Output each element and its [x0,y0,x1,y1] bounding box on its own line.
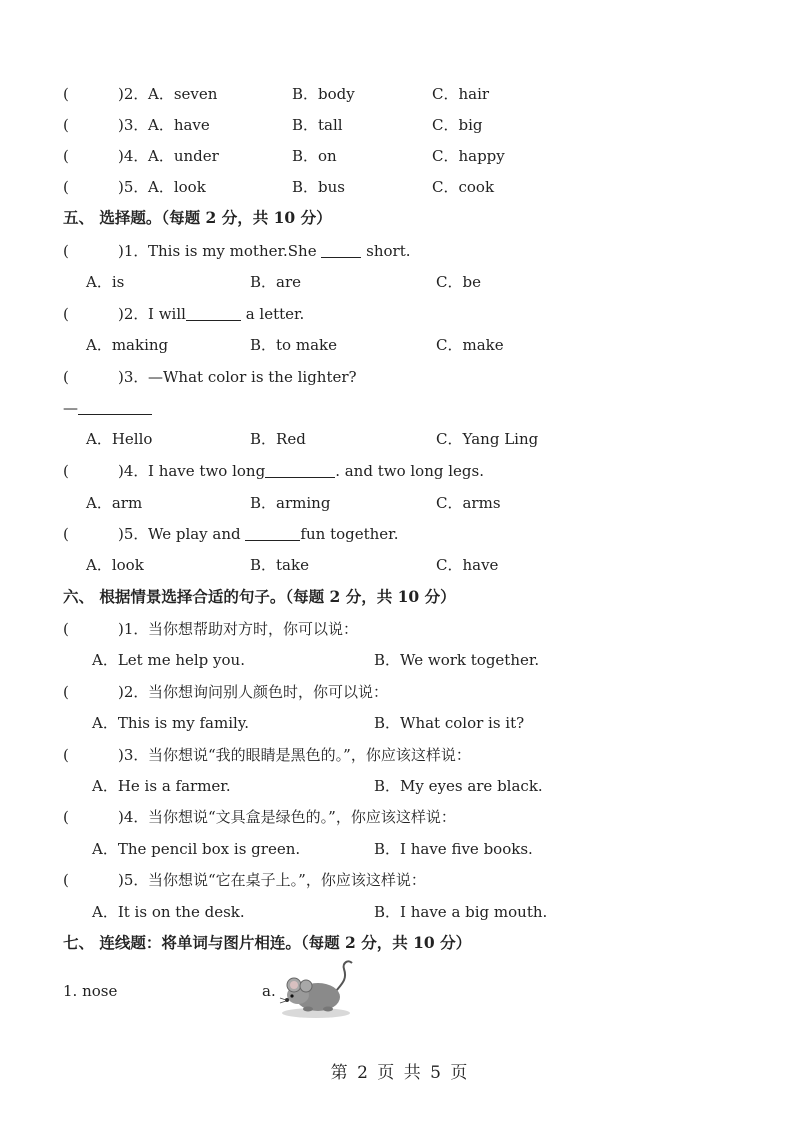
answer-blank[interactable] [321,243,361,258]
option-c: C．be [436,273,481,291]
option-a: A．seven [148,85,218,103]
option-c: C．have [436,556,499,574]
answer-blank[interactable] [186,306,241,321]
question-number: )5． [118,178,149,196]
option-b: B．My eyes are black. [374,777,543,795]
sec6-q4 [0,802,800,832]
answer-paren[interactable]: ( [63,178,69,196]
sec5-q5-options [0,550,800,580]
sec5-q1-options [0,267,800,297]
sec4-row-5 [0,172,800,202]
sec4-row-2 [0,79,800,109]
picture-label: a. [262,982,276,1000]
sec5-q4 [0,456,800,486]
option-c: C．arms [436,494,501,512]
question-number: )1． [118,620,149,638]
sec5-q3-options [0,424,800,454]
question-number: )2． [118,85,149,103]
question-stem: 当你想说“我的眼睛是黑色的。”，你应该这样说： [148,746,471,764]
option-a: A．under [148,147,219,165]
answer-paren[interactable]: ( [63,462,69,480]
answer-paren[interactable]: ( [63,305,69,323]
option-b: B．I have a big mouth. [374,903,548,921]
answer-paren[interactable]: ( [63,147,69,165]
question-number: )3． [118,746,149,764]
answer-paren[interactable]: ( [63,116,69,134]
sec6-heading [0,582,800,612]
sec5-heading [0,203,800,233]
sec5-q3 [0,362,800,392]
option-b: B．tall [292,116,343,134]
question-stem: 当你想说“文具盒是绿色的。”，你应该这样说： [148,808,456,826]
option-c: C．make [436,336,504,354]
option-a: A．Let me help you. [92,651,245,669]
question-number: )4． [118,462,149,480]
option-c: C．cook [432,178,495,196]
option-b: B．body [292,85,355,103]
sec5-q2 [0,299,800,329]
option-a: A．look [86,556,144,574]
answer-blank[interactable] [265,463,335,478]
option-a: A．This is my family. [92,714,250,732]
question-stem: 当你想说“它在桌子上。”，你应该这样说： [148,871,426,889]
answer-paren[interactable]: ( [63,242,69,260]
sec5-q3-answer-line [0,393,800,423]
option-c: C．Yang Ling [436,430,539,448]
section-title: 五、 选择题。（每题 2 分，共 10 分） [63,208,332,227]
sec5-q1 [0,236,800,266]
question-number: )3． [118,116,149,134]
section-title: 七、 连线题：将单词与图片相连。（每题 2 分，共 10 分） [63,933,472,952]
question-stem: I will a letter. [148,305,305,323]
option-a: A．He is a farmer. [92,777,231,795]
question-stem: 当你想帮助对方时，你可以说： [148,620,359,638]
answer-paren[interactable]: ( [63,525,69,543]
sec4-row-3 [0,110,800,140]
sec6-q2-options [0,708,800,738]
answer-paren[interactable]: ( [63,871,69,889]
option-a: A．look [148,178,206,196]
answer-dash: — [63,393,152,423]
question-number: )4． [118,808,149,826]
sec5-q2-options [0,330,800,360]
sec6-q5 [0,865,800,895]
option-a: A．is [86,273,125,291]
sec4-row-4 [0,141,800,171]
option-a: A．It is on the desk. [92,903,245,921]
question-number: )2． [118,683,149,701]
option-b: B．take [250,556,309,574]
question-stem: I have two long . and two long legs. [148,462,484,480]
option-a: A．have [148,116,210,134]
answer-paren[interactable]: ( [63,620,69,638]
option-a: A．arm [86,494,143,512]
option-b: B．bus [292,178,345,196]
option-b: B．What color is it? [374,714,525,732]
answer-paren[interactable]: ( [63,368,69,386]
answer-paren[interactable]: ( [63,746,69,764]
sec7-row-1 [0,976,800,1006]
mouse-icon[interactable] [278,955,358,1021]
sec6-q2 [0,677,800,707]
option-a: A．making [86,336,169,354]
sec6-q1-options [0,645,800,675]
question-number: )5． [118,525,149,543]
question-stem: 当你想询问别人颜色时，你可以说： [148,683,389,701]
answer-paren[interactable]: ( [63,683,69,701]
question-number: )5． [118,871,149,889]
option-b: B．on [292,147,337,165]
question-number: )4． [118,147,149,165]
sec6-q4-options [0,834,800,864]
question-number: )2． [118,305,149,323]
sec6-q1 [0,614,800,644]
answer-blank[interactable] [78,400,152,415]
option-c: C．big [432,116,483,134]
option-b: B．arming [250,494,331,512]
option-b: B．I have five books. [374,840,533,858]
option-b: B．Red [250,430,306,448]
question-stem: This is my mother.She short. [148,242,411,260]
sec5-q4-options [0,488,800,518]
match-word[interactable]: 1. nose [63,982,118,1000]
question-stem: We play and fun together. [148,525,399,543]
question-number: )1． [118,242,149,260]
sec5-q5 [0,519,800,549]
option-c: C．happy [432,147,505,165]
answer-blank[interactable] [245,526,300,541]
option-c: C．hair [432,85,490,103]
option-b: B．We work together. [374,651,540,669]
sec6-q3-options [0,771,800,801]
option-a: A．The pencil box is green. [92,840,301,858]
sec6-q5-options [0,897,800,927]
answer-paren[interactable]: ( [63,808,69,826]
sec7-heading [0,928,800,958]
option-a: A．Hello [86,430,153,448]
section-title: 六、 根据情景选择合适的句子。（每题 2 分，共 10 分） [63,587,456,606]
question-number: )3． [118,368,149,386]
option-b: B．are [250,273,302,291]
sec6-q3 [0,740,800,770]
option-b: B．to make [250,336,337,354]
question-stem: —What color is the lighter? [148,368,357,386]
page-footer: 第 2 页 共 5 页 [330,1063,470,1083]
answer-paren[interactable]: ( [63,85,69,103]
